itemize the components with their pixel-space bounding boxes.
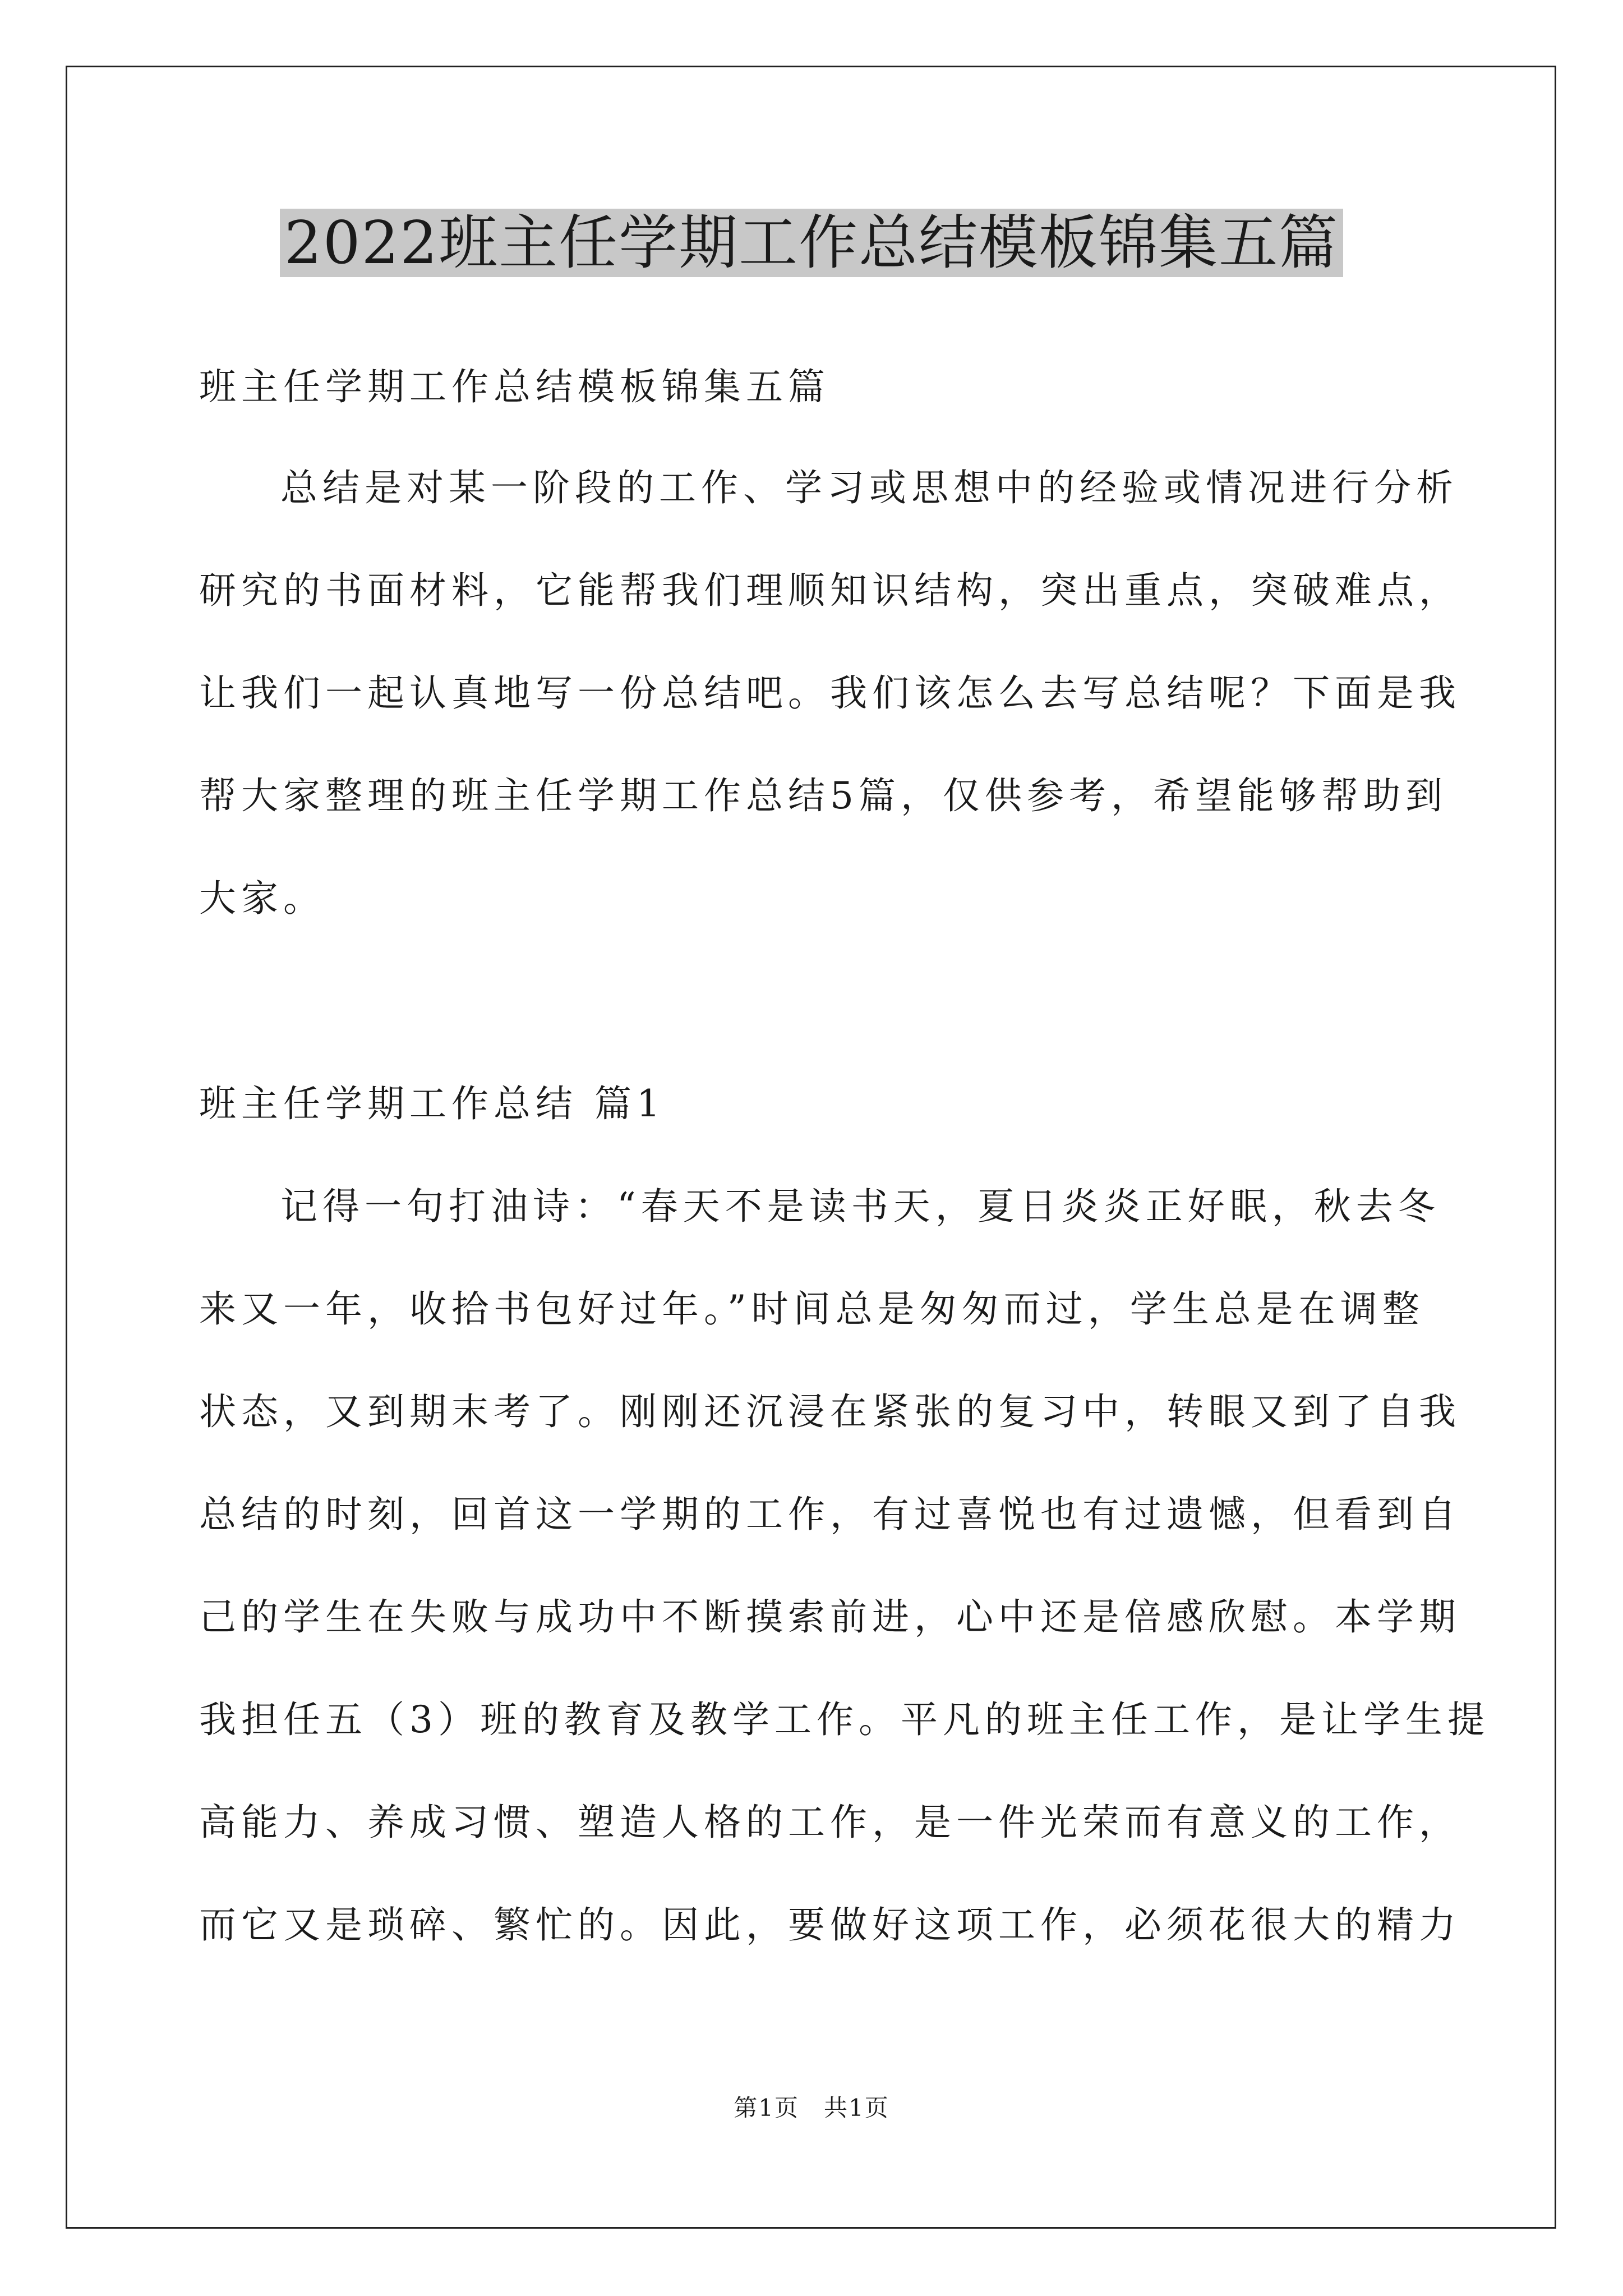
section-line: 来又一年，收拾书包好过年。”时间总是匆匆而过，学生总是在调整 (199, 1287, 1424, 1331)
intro-line: 让我们一起认真地写一份总结吧。我们该怎么去写总结呢？下面是我 (199, 671, 1461, 715)
section-line: 记得一句打油诗：“春天不是读书天，夏日炎炎正好眠，秋去冬 (280, 1185, 1440, 1228)
document-title (0, 201, 1623, 285)
page-footer: 第1页 共1页 (734, 2094, 889, 2122)
intro-line: 总结是对某一阶段的工作、学习或思想中的经验或情况进行分析 (280, 466, 1458, 509)
section-line: 高能力、养成习惯、塑造人格的工作，是一件光荣而有意义的工作， (199, 1801, 1461, 1844)
section-heading: 班主任学期工作总结 篇1 (199, 1082, 665, 1125)
document-title-text: 2022班主任学期工作总结模板锦集五篇 (280, 209, 1343, 277)
document-subtitle: 班主任学期工作总结模板锦集五篇 (199, 365, 830, 408)
intro-line: 研究的书面材料，它能帮我们理顺知识结构，突出重点，突破难点， (199, 569, 1461, 612)
intro-line: 大家。 (199, 877, 325, 920)
section-line: 己的学生在失败与成功中不断摸索前进，心中还是倍感欣慰。本学期 (199, 1595, 1461, 1639)
section-line: 我担任五（3）班的教育及教学工作。平凡的班主任工作，是让学生提 (199, 1698, 1490, 1741)
section-line: 总结的时刻，回首这一学期的工作，有过喜悦也有过遗憾，但看到自 (199, 1493, 1461, 1536)
section-line: 状态，又到期末考了。刚刚还沉浸在紧张的复习中，转眼又到了自我 (199, 1390, 1461, 1433)
section-line: 而它又是琐碎、繁忙的。因此，要做好这项工作，必须花很大的精力 (199, 1903, 1461, 1947)
intro-line: 帮大家整理的班主任学期工作总结5篇，仅供参考，希望能够帮助到 (199, 774, 1447, 817)
